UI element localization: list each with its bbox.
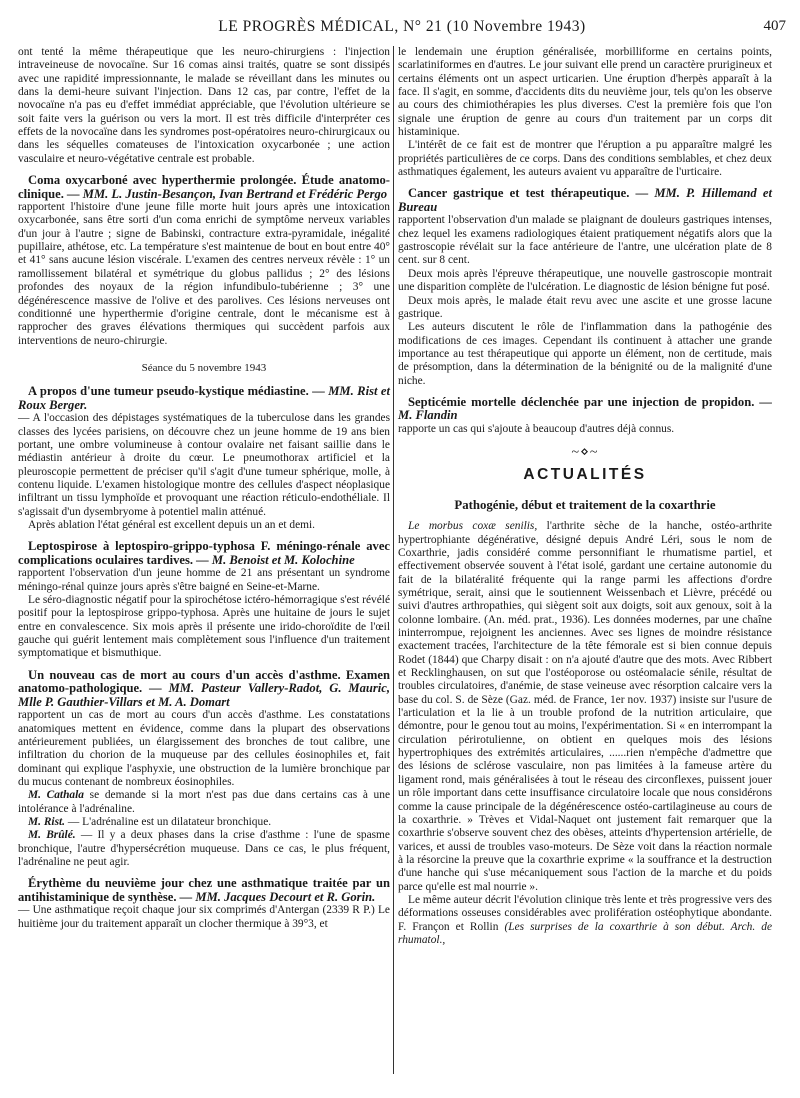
article-authors: — MM. Rist et Roux Berger. <box>18 384 390 412</box>
paragraph: rapporte un cas qui s'ajoute à beaucoup d'autres déjà connus. <box>398 422 675 435</box>
running-title: LE PROGRÈS MÉDICAL, N° 21 (10 Novembre 1943) <box>218 18 586 35</box>
article-heading <box>18 877 390 904</box>
speaker-remark: se demande si la mort n'est pas due dans certains cas à une intolérance à l'adrénaline. <box>18 789 390 815</box>
speaker-remark: — L'adrénaline est un dilatateur bronchique. <box>67 815 272 828</box>
article-title: Septicémie mortelle déclenchée par une injection de propidon. <box>408 394 755 409</box>
speaker-name: M. Rist. <box>28 815 66 828</box>
paragraph: rapportent l'observation d'un malade se plaignant de douleurs gastriques intenses, chez lequel les examens radiologiques étaient pratiquement négatifs alors que la gastroscopie révélait sur la face antérieure de l'antre, une ulcération plate de 8 cent. sur 8 cent. <box>398 214 772 267</box>
section-title: ACTUALITÉS <box>523 465 647 483</box>
right-column <box>398 46 772 947</box>
paragraph: — Une asthmatique reçoit chaque jour six comprimés d'Antergan (2339 R P.) Le huitième jour du traitement apparaît un clocher thermique à 39°3, et <box>18 904 390 930</box>
page-header <box>18 16 786 38</box>
article-title: Leptospirose à leptospiro-grippo-typhosa F. méningo-rénale avec complications oculaires tardives. <box>18 539 390 567</box>
paragraph: rapportent l'histoire d'une jeune fille morte huit jours après une intoxication oxycarbonée, sans être sorti d'un coma enrichi de symptôme nerveux variables d'un jour à l'autre ; signe de Babinski, contracture extra-pyramidale, inégalité pupillaire, athétose, etc. La température s'est maintenue de bout en bout entre 40° et 41° sans aucune lésion viscérale. L'examen des centres nerveux révèle : 1° un ramollissement bilatéral et symétrique du globus pallidus ; 2° des lésions profondes des noyaux de la région infundibulo-tubérienne ; 3° une dégénérescence massive de l'olive et des parolives. Ces lésions nerveuses ont conditionné une hyperthermie d'origine centrale, dont le mécanisme est à rapprocher des graves élévations thermiques qui succèdent parfois aux interventions de neuro-chirurgie. <box>18 201 390 347</box>
italic-lead: Le morbus coxæ senilis, <box>408 520 538 533</box>
paragraph: Le séro-diagnostic négatif pour la spirochétose ictéro-hémorragique s'est révélé positif pour la leptospirose grippo-typhosa. Après une huitaine de jours le sujet entre en convalescence. Six mois après il présente une irido-choroïdite de l'œil gauche qui guérit lentement mais complètement sous l'influence d'un traitement symptomatique et bismuthique. <box>18 594 390 660</box>
article-title: Un nouveau cas de mort au cours d'un accès d'asthme. Examen anatomo-pathologique. <box>18 667 390 696</box>
paragraph: rapportent un cas de mort au cours d'un accès d'asthme. Les constatations anatomiques mettent en évidence, comme dans la plupart des observations antérieurement publiées, un élargissement des bronches de tout calibre, une infiltration du chorion de la muqueuse par des cellules éosinophiles et, fait dominant qui explique l'asphyxie, une obstruction de la lumière bronchique par du mucus contenant de nombreux éosinophiles. <box>18 709 390 788</box>
speaker-name: M. Brûlé. <box>28 829 76 842</box>
paragraph: L'intérêt de ce fait est de montrer que l'éruption a pu apparaître malgré les propriétés particulières de ce corps. Dans des conditions semblables, et chez deux asthmatiques également, les auteurs avaient vu apparaître de l'urticaire. <box>398 139 772 179</box>
article-heading <box>18 385 390 412</box>
left-column <box>18 46 390 931</box>
paragraph: Les auteurs discutent le rôle de l'inflammation dans la pathogénie des modifications de ces images. Cependant ils continuent à attacher une grande importance au test thérapeutique qui apporte un élément, non de certitude, mais de présomption, dans la détermination de la bénignité ou de la malignité d'une niche. <box>398 321 772 387</box>
paragraph <box>18 789 390 816</box>
paragraph: — A l'occasion des dépistages systématiques de la tuberculose dans les grandes classes des lycées parisiens, on découvre chez un jeune homme de 19 ans bien portant, une ombre volumineuse à contour ovalaire net faisant saillie dans le médiastin antérieur à droite du cœur. Le pneumothorax artificiel et la pleuroscopie permettent de préciser qu'il s'agit d'une tumeur sphérique, molle, à contenu liquide. L'examen histologique montre des cellules d'aspect néoplasique infiltrant un tissu lymphoïde et provoquant une réaction réticulo-endothéliale. Il s'agissait d'un dysembryome à potentiel malin atténué. <box>18 412 390 518</box>
paragraph: le lendemain une éruption généralisée, morbilliforme en certains points, scarlatiniformes en d'autres. Le jour suivant elle prend un caractère prurigineux et certains éléments ont un aspect urticarien. Une éruption d'herpès apparaît à la face. Il s'agit, en somme, d'accidents dits du neuvième jour, tels qu'on les observe au cours des chimiothérapies les plus diverses. C'est la première fois que l'on signale une éruption de genre au cours d'un traitement par un corps dit histaminique. <box>398 46 772 139</box>
article-title: A propos d'une tumeur pseudo-kystique médiastine. <box>28 384 309 399</box>
article-heading <box>18 174 390 201</box>
article-authors: — MM. Pasteur Vallery-Radot, G. Mauric, Mlle P. Gauthier-Villars et M. A. Domart <box>18 681 391 709</box>
paragraph <box>398 520 772 894</box>
page-number: 407 <box>763 18 786 34</box>
paragraph: Deux mois après l'épreuve thérapeutique, une nouvelle gastroscopie montrait une disparition complète de l'ulcération. Le diagnostic de lésion bénigne fut posé. <box>398 267 772 294</box>
ornament-separator: ~⋄~ <box>571 445 599 461</box>
paragraph-text: Le même auteur décrit l'évolution clinique très lente et très progressive vers des déformations osseuses considérables avec prolifération ostéophytique abondante. F. Françon et Rollin <box>398 893 772 933</box>
article-authors: — MM. Jacques Decourt et R. Gorin. <box>179 889 376 904</box>
italic-citation: (Les surprises de la coxarthrie à son début. Arch. de rhumatol., <box>398 920 772 946</box>
article-authors: — MM. P. Hillemand et Bureau <box>398 186 772 214</box>
paragraph <box>18 829 390 869</box>
paragraph-text: l'arthrite sèche de la hanche, ostéo-arthrite hypertrophiante dégénérative, désigné depuis André Léri, sous le nom de Coxarthrie, jadis considéré comme personnifiant le rhumatisme partiel, et effectivement observée souvent à l'état isolé, gardant une certaine autonomie du fait de la bilatéralité fréquente qui la range parmi les affections d'ordre symétrique, serait, ainsi que le soutiennent Weissenbach et Lièvre, précédé ou suivi d'autres arthropathies, qui siègent soit aux doigts, soit aux genoux, soit à la colonne lombaire. (An. méd. prat., 1936). Les données modernes, par une chaîne ininterrompue, rejoignent les anciennes. Avec ses lignes de moindre résistance exactement tracées, l'architecture de la tête fémorale est si bien connue depuis Rodet (1844) que Charpy disait : on n'a ajouté d'autre que des mots. Avec Ribbert et Recklinghausen, on sut que l'ostéoporose ou ostéomalacie sénile, résultat de troubles circulatoires, d'anémie, de stase veineuse avec résorption calcaire vers la base du col. S. de Sèze (Gaz. méd. de France, 1er nov. 1937) insiste sur l'usure de l'articulation et la lie à un trouble profond de la nutrition articulaire, que démontre, pour le genou tout au moins, l'expérimentation. Si « en interrompant la circulation périrotulienne, on obtient en quelques mois des lésions hypertrophiques des extrémités articulaires, ......rien n'empêche d'admettre que des lésions de sclérose vasculaire, non pas limitées à la fameuse artère du ligament rond, mais généralisées à tout le réseau des circonflexes, puissent jouer un rôle important dans cette insuffisance circulatoire locale que nous considérons comme la cause principale de la dégénérescence ostéo-cartilagineuse au cours de la coxarthrie. » Trèves et Vidal-Naquet ont justement fait remarquer que la coxarthrie s'observe souvent chez des obèses, atteints d'hypertension artérielle, de varices, et aussi de troubles vaso-moteurs. De Sèze voit dans la réaction normale à la résorcine la preuve que la coxarthrie exprime « la souffrance et la destruction d'une hanche qui s'use mécaniquement sous l'action de la marche et du poids parce qu'elle est mal nourrie ». <box>398 520 772 893</box>
article-authors: — MM. L. Justin-Besançon, Ivan Bertrand et Frédéric Pergo <box>67 186 388 201</box>
article-title: Pathogénie, début et traitement de la coxarthrie <box>454 497 716 512</box>
article-authors: — M. Benoist et M. Kolochine <box>196 552 355 567</box>
article-title: Cancer gastrique et test thérapeutique. <box>408 186 630 201</box>
article-title: Érythème du neuvième jour chez une asthmatique traitée par un antihistaminique de synthèse. <box>18 876 390 904</box>
article-title: Coma oxycarboné avec hyperthermie prolongée. Étude anatomo-clinique. <box>18 173 390 201</box>
article-heading <box>398 187 772 214</box>
paragraph: rapportent l'observation d'un jeune homme de 21 ans présentant un syndrome méningo-rénal quinze jours après s'être baigné en Seine-et-Marne. <box>18 567 390 593</box>
paragraph <box>18 816 390 829</box>
column-divider <box>393 46 394 1074</box>
speaker-remark: — Il y a deux phases dans la crise d'asthme : l'une de spasme bronchique, l'autre d'hypersécrétion muqueuse. Dans ce cas, le plus fréquent, l'adrénaline ne peut agir. <box>18 829 390 868</box>
paragraph: Deux mois après, le malade était revu avec une ascite et une grosse lacune gastrique. <box>398 294 772 320</box>
paragraph: ont tenté la même thérapeutique que les neuro-chirurgiens : l'injection intraveineuse de novocaïne. Sur 16 comas ainsi traités, quatre se sont dissipés avec une rapidité impressionnante, le malade se réveillant dans les minutes ou dans la demi-heure suivant l'injection. Dans 12 cas, par contre, l'effet de la novocaïne n'a pas eu d'effet immédiat appréciable, que l'évolution ultérieure se soit faite vers la guérison ou vers la mort. Il est très difficile d'interpréter ces effets de la novocaïne dans les syndromes post-opératoires neuro-chirurgicaux ou dans les séquelles comateuses de l'intoxication oxycarbonée ; une action vasculaire et neuro-végétative centrale est probable. <box>18 46 390 165</box>
article-heading <box>398 396 772 423</box>
session-date: Séance du 5 novembre 1943 <box>141 361 267 374</box>
paragraph: Après ablation l'état général est excellent depuis un an et demi. <box>28 518 316 531</box>
article-heading <box>18 669 390 710</box>
paragraph <box>398 894 772 947</box>
speaker-name: M. Cathala <box>28 789 84 802</box>
article-heading <box>18 540 390 567</box>
article-authors: — M. Flandin <box>398 394 772 423</box>
